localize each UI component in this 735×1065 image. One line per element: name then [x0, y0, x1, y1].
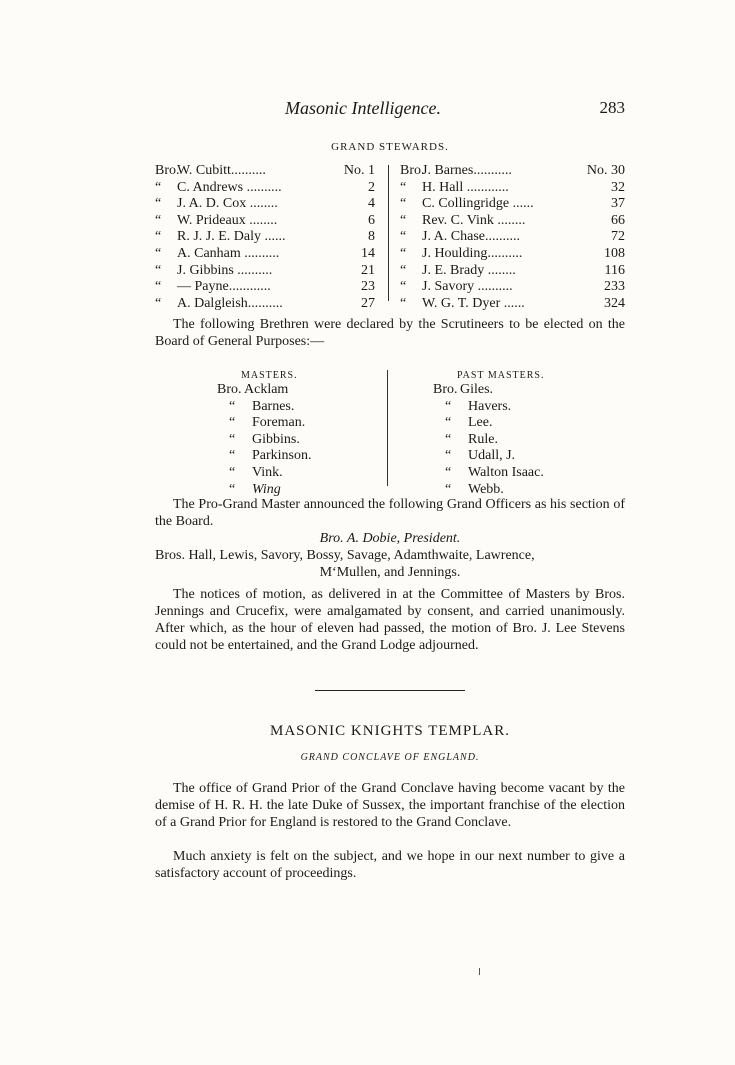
print-mark — [479, 968, 480, 975]
lodge-number: 2 — [368, 179, 375, 195]
running-title: Masonic Intelligence. — [285, 98, 441, 118]
lodge-number: No. 30 — [586, 163, 625, 178]
steward-row — [155, 196, 375, 213]
steward-name: W. G. T. Dyer ...... — [422, 295, 525, 311]
lodge-number: 324 — [604, 295, 625, 311]
lodge-number: 14 — [361, 245, 375, 261]
steward-row — [400, 229, 625, 246]
steward-name: J. A. Chase.......... — [422, 229, 520, 245]
member-prefix: Bro. — [433, 382, 458, 397]
list-item — [217, 382, 377, 399]
steward-name: C. Andrews .......... — [177, 179, 282, 195]
steward-row — [400, 246, 625, 263]
steward-name: Rev. C. Vink ........ — [422, 212, 526, 228]
scrutineers-paragraph: The following Brethren were declared by the Scrutineers to be elected on the Board of General Purposes:— — [155, 317, 625, 349]
steward-row — [400, 279, 625, 296]
steward-prefix: “ — [155, 279, 162, 295]
lodge-number: 32 — [611, 179, 625, 195]
steward-prefix: “ — [400, 295, 407, 311]
steward-prefix: “ — [155, 295, 162, 311]
steward-row — [155, 296, 375, 313]
steward-prefix: “ — [155, 179, 162, 195]
steward-name: J. Savory .......... — [422, 279, 513, 295]
steward-prefix: “ — [400, 279, 407, 295]
list-item — [433, 415, 613, 432]
list-item — [217, 415, 377, 432]
member-prefix: “ — [229, 464, 236, 480]
steward-row — [155, 229, 375, 246]
steward-prefix: “ — [400, 212, 407, 228]
lodge-number: 21 — [361, 262, 375, 278]
lodge-number: 8 — [368, 229, 375, 245]
list-item — [217, 432, 377, 449]
masters-list — [217, 382, 377, 498]
lodge-number: 108 — [604, 245, 625, 261]
member-prefix: “ — [229, 481, 236, 497]
member-name: Rule. — [468, 431, 498, 447]
steward-name: J. Barnes........... — [422, 163, 512, 178]
column-divider — [388, 165, 389, 301]
list-item — [433, 448, 613, 465]
president-line: Bro. A. Dobie, President. — [319, 531, 461, 546]
section-divider — [315, 690, 465, 691]
member-name: Udall, J. — [468, 448, 516, 464]
list-item — [217, 448, 377, 465]
member-name: Vink. — [252, 464, 283, 480]
member-name: Webb. — [468, 481, 504, 497]
board-column-divider — [387, 370, 388, 486]
steward-name: J. A. D. Cox ........ — [177, 196, 278, 212]
officers-line-continued: M‘Mullen, and Jennings. — [319, 565, 461, 580]
officers-line: Bros. Hall, Lewis, Savory, Bossy, Savage, Adamthwaite, Lawrence, — [155, 548, 535, 563]
member-name: Havers. — [468, 398, 512, 414]
lodge-number: 4 — [368, 196, 375, 212]
member-prefix: Bro. — [217, 382, 242, 397]
page-number: 283 — [599, 98, 625, 117]
notices-paragraph: The notices of motion, as delivered in at the Committee of Masters by Bros. Jennings and Crucefix, were amalgamated by consent, and carried unanimously. After which, as the hour of eleven had passed, the motion of Bro. J. Lee Stevens could not be entertained, and the Grand Lodge adjourned. — [155, 587, 625, 653]
member-name: Giles. — [460, 382, 494, 397]
steward-row — [400, 296, 625, 313]
list-item — [433, 432, 613, 449]
steward-prefix: “ — [155, 245, 162, 261]
steward-row — [155, 246, 375, 263]
steward-prefix: “ — [400, 229, 407, 245]
steward-prefix: “ — [400, 196, 407, 212]
member-prefix: “ — [445, 464, 452, 480]
steward-prefix: “ — [155, 262, 162, 278]
lodge-number: No. 1 — [343, 163, 375, 178]
steward-row — [400, 163, 625, 180]
member-prefix: “ — [445, 431, 452, 447]
steward-row — [400, 213, 625, 230]
member-prefix: “ — [229, 431, 236, 447]
steward-row — [155, 163, 375, 180]
steward-name: C. Collingridge ...... — [422, 196, 534, 212]
stewards-right-column — [400, 163, 625, 312]
lodge-number: 6 — [368, 212, 375, 228]
lodge-number: 66 — [611, 212, 625, 228]
list-item — [433, 382, 613, 399]
steward-prefix: “ — [400, 245, 407, 261]
section-subtitle: GRAND CONCLAVE OF ENGLAND. — [300, 752, 480, 763]
steward-row — [155, 180, 375, 197]
list-item — [217, 399, 377, 416]
steward-name: R. J. J. E. Daly ...... — [177, 229, 286, 245]
steward-name: A. Canham .......... — [177, 245, 280, 261]
member-prefix: “ — [445, 398, 452, 414]
steward-row — [155, 213, 375, 230]
member-name: Wing — [252, 481, 281, 497]
steward-row — [400, 180, 625, 197]
member-name: Walton Isaac. — [468, 464, 544, 480]
member-prefix: “ — [445, 415, 452, 431]
pro-grand-master-paragraph: The Pro-Grand Master announced the following Grand Officers as his section of the Board. — [155, 497, 625, 529]
steward-name: J. E. Brady ........ — [422, 262, 516, 278]
steward-prefix: “ — [400, 262, 407, 278]
steward-name: A. Dalgleish.......... — [177, 295, 283, 311]
list-item — [433, 399, 613, 416]
steward-name: J. Houlding.......... — [422, 245, 523, 261]
steward-prefix: Bro. — [400, 163, 425, 178]
lodge-number: 23 — [361, 279, 375, 295]
member-prefix: “ — [229, 415, 236, 431]
steward-name: W. Prideaux ........ — [177, 212, 278, 228]
steward-row — [400, 196, 625, 213]
steward-prefix: “ — [400, 179, 407, 195]
member-name: Gibbins. — [252, 431, 300, 447]
lodge-number: 72 — [611, 229, 625, 245]
grand-prior-paragraph: The office of Grand Prior of the Grand Conclave having become vacant by the demise of H. R. H. the late Duke of Sussex, the important franchise of the election of a Grand Prior for England is restored to the Grand Conclave. — [155, 781, 625, 830]
lodge-number: 116 — [604, 262, 625, 278]
steward-name: J. Gibbins .......... — [177, 262, 273, 278]
steward-prefix: “ — [155, 196, 162, 212]
past-masters-heading: PAST MASTERS. — [457, 370, 545, 381]
member-prefix: “ — [445, 481, 452, 497]
member-prefix: “ — [229, 448, 236, 464]
anxiety-paragraph: Much anxiety is felt on the subject, and we hope in our next number to give a satisfactory account of proceedings. — [155, 849, 625, 881]
lodge-number: 233 — [604, 279, 625, 295]
grand-stewards-heading: GRAND STEWARDS. — [331, 141, 449, 153]
steward-name: W. Cubitt.......... — [177, 163, 266, 178]
steward-prefix: “ — [155, 212, 162, 228]
past-masters-list — [433, 382, 613, 498]
member-name: Parkinson. — [252, 448, 312, 464]
steward-name: H. Hall ............ — [422, 179, 509, 195]
steward-name: — Payne............ — [177, 279, 271, 295]
member-prefix: “ — [445, 448, 452, 464]
steward-prefix: “ — [155, 229, 162, 245]
masters-heading: MASTERS. — [241, 370, 298, 381]
lodge-number: 27 — [361, 295, 375, 311]
member-name: Lee. — [468, 415, 493, 431]
running-header — [155, 98, 625, 124]
member-name: Barnes. — [252, 398, 295, 414]
stewards-left-column — [155, 163, 375, 312]
list-item — [433, 465, 613, 482]
steward-row — [155, 279, 375, 296]
lodge-number: 37 — [611, 196, 625, 212]
member-name: Acklam — [244, 382, 289, 397]
steward-row — [155, 263, 375, 280]
section-title: MASONIC KNIGHTS TEMPLAR. — [270, 723, 510, 739]
steward-prefix: Bro. — [155, 163, 180, 178]
list-item — [217, 465, 377, 482]
member-name: Foreman. — [252, 415, 306, 431]
member-prefix: “ — [229, 398, 236, 414]
steward-row — [400, 263, 625, 280]
